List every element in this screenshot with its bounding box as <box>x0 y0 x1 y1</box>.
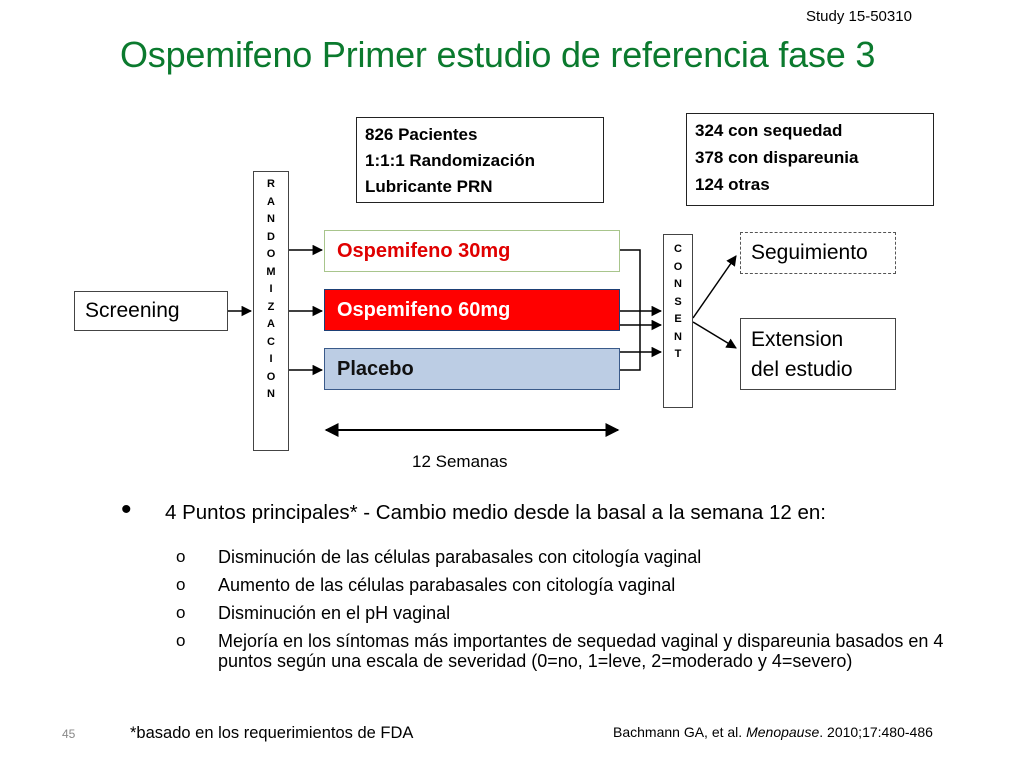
letter: R <box>267 178 275 190</box>
citation <box>613 724 933 740</box>
citation-authors: Bachmann GA, et al. <box>613 724 747 740</box>
extension-line: Extension <box>751 328 844 351</box>
subgroups-info-box <box>686 113 934 206</box>
page-number: 45 <box>62 727 76 741</box>
study-id: Study 15-50310 <box>806 8 912 25</box>
bullet-dot: • <box>121 493 132 526</box>
letter: O <box>266 248 276 260</box>
letter: D <box>267 230 275 243</box>
randomization-box <box>253 171 289 451</box>
arm-ospemifeno-60mg: Ospemifeno 60mg <box>324 289 620 331</box>
extension-box <box>740 318 896 390</box>
consent-to-seguimiento-arrow <box>693 256 736 318</box>
letter: C <box>267 335 275 348</box>
arm-placebo: Placebo <box>324 348 620 390</box>
letter: S <box>674 295 682 308</box>
randomization-label <box>254 172 288 404</box>
sub-point: Disminución en el pH vaginal <box>218 603 451 623</box>
slide-title: Ospemifeno Primer estudio de referencia fase 3 <box>120 34 876 75</box>
info-line: Lubricante PRN <box>365 177 493 196</box>
sub-point: Aumento de las células parabasales con citología vaginal <box>218 575 676 595</box>
citation-journal: Menopause <box>746 724 820 740</box>
arm3-to-consent-line <box>620 311 640 370</box>
consent-label <box>664 235 692 364</box>
duration-label: 12 Semanas <box>412 452 508 471</box>
info-line: 124 otras <box>695 175 770 194</box>
main-point-text: 4 Puntos principales* - Cambio medio desde la basal a la semana 12 en: <box>165 501 826 524</box>
letter: N <box>674 330 682 343</box>
sub-bullet-marker: o <box>176 631 186 650</box>
sub-bullet-marker: o <box>176 575 186 594</box>
letter: I <box>269 283 273 295</box>
letter: O <box>673 260 683 273</box>
extension-line: del estudio <box>751 358 853 381</box>
letter: C <box>674 243 682 255</box>
letter: A <box>267 195 275 208</box>
arm-ospemifeno-30mg: Ospemifeno 30mg <box>324 230 620 272</box>
letter: N <box>267 213 275 225</box>
arm1-to-consent-line <box>620 250 640 311</box>
letter: M <box>266 265 276 278</box>
letter: T <box>674 348 682 360</box>
patients-info-box <box>356 117 604 203</box>
sub-bullet-marker: o <box>176 603 186 622</box>
letter: A <box>267 318 275 330</box>
letter: N <box>674 278 682 290</box>
consent-to-extension-arrow <box>693 322 736 348</box>
sub-point: Mejoría en los síntomas más importantes de sequedad vaginal y dispareunia basados en 4 puntos según una escala de severidad (0=no, 1=leve, 2=moderado y 4=severo) <box>218 631 944 671</box>
seguimiento-box: Seguimiento <box>740 232 896 274</box>
screening-box: Screening <box>74 291 228 331</box>
letter: Z <box>267 300 275 313</box>
info-line: 826 Pacientes <box>365 125 478 144</box>
sub-point: Disminución de las células parabasales con citología vaginal <box>218 547 702 567</box>
citation-details: . 2010;17:480-486 <box>819 724 933 740</box>
info-line: 1:1:1 Randomización <box>365 151 536 170</box>
info-line: 378 con dispareunia <box>695 148 859 167</box>
letter: O <box>266 370 276 383</box>
letter: N <box>267 388 275 400</box>
letter: E <box>674 313 682 325</box>
info-line: 324 con sequedad <box>695 121 843 140</box>
consent-box <box>663 234 693 408</box>
letter: I <box>269 353 273 365</box>
footnote: *basado en los requerimientos de FDA <box>130 724 414 742</box>
sub-bullet-marker: o <box>176 547 186 566</box>
